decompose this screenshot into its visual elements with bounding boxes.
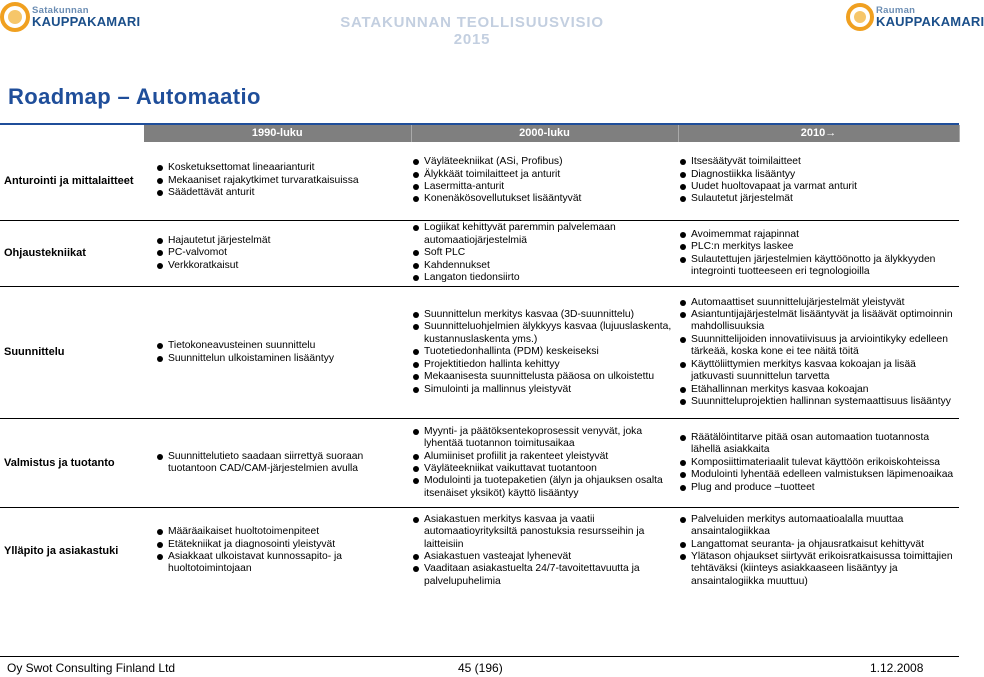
list-item: Automaattiset suunnittelujärjestelmät yleistyvät [680,297,955,309]
table-row [0,142,959,221]
list-item: Älykkäät toimilaitteet ja anturit [413,169,674,181]
list-item: Väyläteekniikat (ASi, Profibus) [413,156,674,168]
page-title: Roadmap – Automaatio [8,84,261,109]
table-row [0,419,959,508]
column-header-1990: 1990-luku [144,125,411,142]
roadmap-cell-c2 [411,419,678,508]
logo-emblem-icon [0,2,30,32]
header-title: SATAKUNNAN TEOLLISUUSVISIO 2015 [340,14,604,48]
roadmap-cell-c2 [411,508,678,595]
list-item: Sulautettujen järjestelmien käyttöönotto ja älykkyyden integrointi tuotteeseen eri tegnologioilla [680,254,955,279]
bullet-list [680,432,955,494]
bullet-list [680,297,955,409]
logo-left-line2: KAUPPAKAMARI [32,14,141,30]
list-item: Asiakastuen merkitys kasvaa ja vaatii automaatioyrityksiltä panostuksia resursseihin ja laitteisiin [413,514,674,551]
footer-divider [0,656,959,657]
list-item: Diagnostiikka lisääntyy [680,169,955,181]
list-item: Asiantuntijajärjestelmät lisääntyvät ja lisäävät optimoinnin mahdollisuuksia [680,309,955,334]
table-row [0,287,959,419]
bullet-list [413,309,674,396]
list-item: Palveluiden merkitys automaatioalalla muuttaa ansaintalogiikkaa [680,514,955,539]
list-item: PLC:n merkitys laskee [680,241,955,253]
row-category: Ylläpito ja asiakastuki [4,544,119,557]
list-item: Tietokoneavusteinen suunnittelu [157,340,407,352]
list-item: Uudet huoltovapaat ja varmat anturit [680,181,955,193]
logo-right-line2: KAUPPAKAMARI [876,14,984,30]
row-category: Anturointi ja mittalaitteet [0,142,144,221]
logo-left-line1: Satakunnan [32,4,89,16]
list-item: Suunnitteluprojektien hallinnan systemaattisuus lisääntyy [680,396,955,408]
list-item: Simulointi ja mallinnus yleistyvät [413,384,674,396]
list-item: Suunnittelutieto saadaan siirrettyä suoraan tuotantoon CAD/CAM-järjestelmien avulla [157,451,407,476]
list-item: Modulointi ja tuotepaketien (älyn ja ohjauksen osalta itsenäiset yksiköt) käyttö lisääntyy [413,475,674,500]
list-item: Etähallinnan merkitys kasvaa kokoajan [680,384,955,396]
table-row [0,508,959,595]
list-item: Suunnitteluohjelmien älykkyys kasvaa (lujuuslaskenta, kustannuslaskenta yms.) [413,321,674,346]
logo-emblem-icon [846,2,874,32]
row-category: Suunnittelu [0,287,144,419]
footer-page-number: 45 (196) [458,661,503,675]
list-item: Alumiiniset profiilit ja rakenteet yleistyvät [413,451,674,463]
header-corner [0,125,144,142]
list-item: Sulautetut järjestelmät [680,193,955,205]
list-item: Suunnittelun merkitys kasvaa (3D-suunnittelu) [413,309,674,321]
footer-company: Oy Swot Consulting Finland Ltd [7,661,176,675]
roadmap-cell-c1 [144,508,411,595]
list-item: Kosketuksettomat lineaarianturit [157,162,407,174]
logo-right-line1: Rauman [876,4,916,16]
list-item: Hajautetut järjestelmät [157,235,407,247]
satakunnan-kauppakamari-logo [0,2,140,32]
list-item: Ylätason ohjaukset siirtyvät erikoisratkaisussa toimittajien tehtäväksi (kiinteys asiakkaaseen lisääntyy ja ansaintalogiikka muuttuu) [680,551,955,588]
list-item: Plug and produce –tuotteet [680,482,955,494]
column-header-2000: 2000-luku [411,125,678,142]
list-item: Etätekniikat ja diagnosointi yleistyvät [157,539,407,551]
roadmap-cell-c3 [678,221,959,287]
list-item: Mekaanisesta suunnittelusta pääosa on ulkoistettu [413,371,674,383]
list-item: Kahdennukset [413,260,674,272]
bullet-list [680,229,955,279]
bullet-list [157,162,407,199]
list-item: Suunnittelun ulkoistaminen lisääntyy [157,353,407,365]
roadmap-cell-c3 [678,508,959,595]
list-item: Väyläteekniikat vaikuttavat tuotantoon [413,463,674,475]
bullet-list [157,340,407,365]
arrow-right-icon: → [825,127,837,140]
bullet-list [413,426,674,500]
list-item: Komposiittimateriaalit tulevat käyttöön erikoiskohteissa [680,457,955,469]
list-item: Mekaaniset rajakytkimet turvaratkaisuissa [157,175,407,187]
list-item: Räätälöintitarve pitää osan automaation tuotannosta lähellä asiakkaita [680,432,955,457]
list-item: Käyttöliittymien merkitys kasvaa kokoajan ja lisää jatkuvasti suunnittelun tarvetta [680,359,955,384]
list-item: Suunnittelijoiden innovatiivisuus ja arviointikyky edelleen tärkeää, koska kone ei tee näitä töitä [680,334,955,359]
list-item: Konenäkösovellutukset lisääntyvät [413,193,674,205]
list-item: Logiikat kehittyvät paremmin palvelemaan automaatiojärjestelmiä [413,222,674,247]
bullet-list [157,526,407,576]
list-item: Asiakkaat ulkoistavat kunnossapito- ja huoltotoimintojaan [157,551,407,576]
bullet-list [157,235,407,272]
list-item: Asiakastuen vasteajat lyhenevät [413,551,674,563]
bullet-list [680,514,955,588]
roadmap-cell-c3 [678,142,959,221]
list-item: Langattomat seuranta- ja ohjausratkaisut kehittyvät [680,539,955,551]
list-item: PC-valvomot [157,247,407,259]
table-header-row [0,125,959,142]
list-item: Myynti- ja päätöksentekoprosessit venyvät, joka lyhentää tuotannon toimitusaikaa [413,426,674,451]
bullet-list [680,156,955,206]
bullet-list [157,451,407,476]
roadmap-cell-c2 [411,287,678,419]
row-category: Valmistus ja tuotanto [0,419,144,508]
column-header-2010-label: 2010 [800,127,826,140]
list-item: Säädettävät anturit [157,187,407,199]
roadmap-cell-c1 [144,142,411,221]
roadmap-table [0,125,960,594]
table-row [0,221,959,287]
list-item: Avoimemmat rajapinnat [680,229,955,241]
bullet-list [413,222,674,284]
roadmap-cell-c2 [411,221,678,287]
list-item: Tuotetiedonhallinta (PDM) keskeiseksi [413,346,674,358]
list-item: Vaaditaan asiakastuelta 24/7-tavoitettavuutta ja palvelupuhelimia [413,563,674,588]
column-header-2010 [678,125,959,142]
roadmap-cell-c2 [411,142,678,221]
list-item: Verkkoratkaisut [157,260,407,272]
list-item: Projektitiedon hallinta kehittyy [413,359,674,371]
list-item: Lasermitta-anturit [413,181,674,193]
roadmap-cell-c1 [144,419,411,508]
list-item: Itsesäätyvät toimilaitteet [680,156,955,168]
list-item: Soft PLC [413,247,674,259]
rauman-kauppakamari-logo [846,2,984,32]
bullet-list [413,156,674,206]
list-item: Modulointi lyhentää edelleen valmistuksen läpimenoaikaa [680,469,955,481]
list-item: Määräaikaiset huoltotoimenpiteet [157,526,407,538]
roadmap-cell-c3 [678,419,959,508]
list-item: Langaton tiedonsiirto [413,272,674,284]
roadmap-cell-c1 [144,221,411,287]
footer-date: 1.12.2008 [870,661,924,675]
roadmap-cell-c3 [678,287,959,419]
bullet-list [413,514,674,588]
row-category: Ohjaustekniikat [0,221,144,287]
roadmap-cell-c1 [144,287,411,419]
